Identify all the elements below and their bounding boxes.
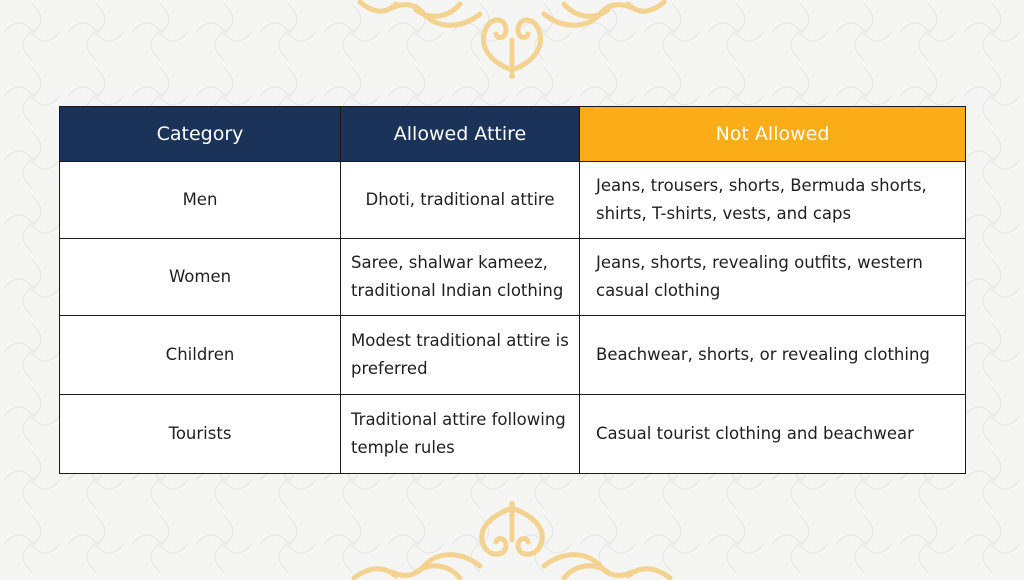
header-allowed-attire: Allowed Attire bbox=[341, 107, 580, 162]
allowed-cell: Traditional attire following temple rules bbox=[341, 395, 580, 474]
category-cell: Men bbox=[60, 162, 341, 239]
not-allowed-cell: Jeans, shorts, revealing outfits, western casual clothing bbox=[580, 239, 966, 316]
category-cell: Tourists bbox=[60, 395, 341, 474]
top-ornament-icon bbox=[340, 0, 684, 80]
not-allowed-cell: Casual tourist clothing and beachwear bbox=[580, 395, 966, 474]
attire-table bbox=[59, 106, 966, 474]
not-allowed-cell: Jeans, trousers, shorts, Bermuda shorts, shirts, T-shirts, vests, and caps bbox=[580, 162, 966, 239]
table-row bbox=[60, 239, 966, 316]
category-cell: Women bbox=[60, 239, 341, 316]
table-header-row bbox=[60, 107, 966, 162]
header-category: Category bbox=[60, 107, 341, 162]
table-row bbox=[60, 162, 966, 239]
table-row bbox=[60, 316, 966, 395]
allowed-cell: Dhoti, traditional attire bbox=[341, 162, 580, 239]
header-not-allowed: Not Allowed bbox=[580, 107, 966, 162]
allowed-cell: Modest traditional attire is preferred bbox=[341, 316, 580, 395]
not-allowed-cell: Beachwear, shorts, or revealing clothing bbox=[580, 316, 966, 395]
allowed-cell: Saree, shalwar kameez, traditional Indian clothing bbox=[341, 239, 580, 316]
table-row bbox=[60, 395, 966, 474]
bottom-ornament-icon bbox=[340, 500, 684, 580]
category-cell: Children bbox=[60, 316, 341, 395]
